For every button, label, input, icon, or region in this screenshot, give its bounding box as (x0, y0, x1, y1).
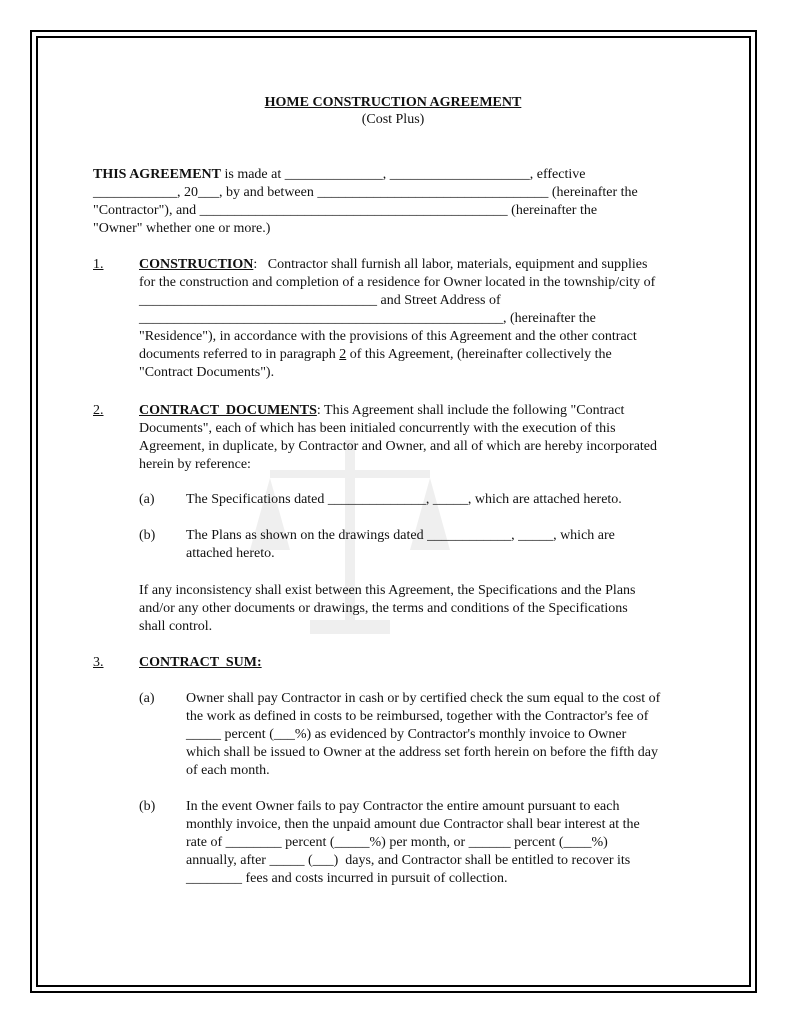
section-2-number: 2. (93, 403, 104, 418)
section-3-b-line-3: rate of ________ percent (_____%) per month, or ______ percent (____%) (186, 835, 608, 850)
section-1-line-6b: of this Agreement, (hereinafter collectively the (346, 347, 612, 362)
section-3-b-line-1: In the event Owner fails to pay Contractor the entire amount pursuant to each (186, 799, 620, 814)
section-3-b-line-2: monthly invoice, then the unpaid amount due Contractor shall bear interest at the (186, 817, 640, 832)
section-3-a-line-4: which shall be issued to Owner at the address set forth herein on before the fifth day (186, 745, 658, 760)
section-2-a-letter: (a) (139, 492, 155, 507)
section-2-p-line-1: If any inconsistency shall exist between this Agreement, the Specifications and the Plans (139, 583, 636, 598)
section-2-b-line-1: The Plans as shown on the drawings dated ____________, _____, which are (186, 528, 615, 543)
section-2-line-1: : This Agreement shall include the following "Contract (316, 403, 625, 418)
section-2-closing-paragraph (139, 582, 709, 636)
document-subtitle: (Cost Plus) (361, 112, 425, 127)
intro-paragraph (93, 166, 638, 238)
section-3-a-line-5: of each month. (186, 763, 270, 778)
intro-line-4: "Owner" whether one or more.) (93, 221, 271, 236)
section-3-a-line-2: the work as defined in costs to be reimbursed, together with the Contractor's fee of (186, 709, 649, 724)
section-3-number: 3. (93, 655, 104, 670)
section-1-line-2: for the construction and completion of a residence for Owner located in the township/city of (139, 275, 656, 290)
intro-line-3: "Contractor"), and ____________________________________________ (hereinafter the (93, 203, 598, 218)
section-3-b-line-4: annually, after _____ (___) days, and Contractor shall be entitled to recover its (186, 853, 631, 868)
section-1-line-7: "Contract Documents"). (139, 365, 275, 380)
section-3-b-letter: (b) (139, 799, 156, 814)
section-1-line-6a: documents referred to in paragraph (139, 347, 340, 362)
section-2-line-2: Documents", each of which has been initialed concurrently with the execution of this (139, 421, 616, 436)
intro-lead: THIS AGREEMENT (93, 167, 221, 182)
section-1-line-5: "Residence"), in accordance with the provisions of this Agreement and the other contract (139, 329, 637, 344)
section-2-title: CONTRACT DOCUMENTS (139, 403, 317, 418)
section-2-p-line-2: and/or any other documents or drawings, the terms and conditions of the Specifications (139, 601, 628, 616)
section-2-b-letter: (b) (139, 528, 156, 543)
intro-line-2: ____________, 20___, by and between _________________________________ (hereinafter the (93, 185, 638, 200)
paragraph-reference: 2 (339, 347, 347, 362)
intro-line-1: is made at ______________, ____________________, effective (220, 167, 586, 182)
section-3-a-line-1: Owner shall pay Contractor in cash or by certified check the sum equal to the cost of (186, 691, 661, 706)
section-1-number: 1. (93, 257, 104, 272)
section-3-b-line-5: ________ fees and costs incurred in pursuit of collection. (186, 871, 508, 886)
section-3-title: CONTRACT SUM: (139, 655, 262, 670)
section-1-line-4: ____________________________________________________, (hereinafter the (139, 311, 596, 326)
section-2-line-3: Agreement, in duplicate, by Contractor and Owner, and all of which are hereby incorporated (139, 439, 658, 454)
section-1-line-3: __________________________________ and Street Address of (139, 293, 501, 308)
section-2-b-line-2: attached hereto. (186, 546, 275, 561)
section-3-a-letter: (a) (139, 691, 155, 706)
section-2-line-4: herein by reference: (139, 457, 251, 472)
document-title: HOME CONSTRUCTION AGREEMENT (264, 95, 522, 110)
section-3-a-line-3: _____ percent (___%) as evidenced by Contractor's monthly invoice to Owner (186, 727, 627, 742)
section-2-p-line-3: shall control. (139, 619, 213, 634)
section-2-a-line-1: The Specifications dated ______________, _____, which are attached hereto. (186, 492, 622, 507)
section-1-title: CONSTRUCTION (139, 257, 254, 272)
section-1-line-1: : Contractor shall furnish all labor, materials, equipment and supplies (253, 257, 648, 272)
